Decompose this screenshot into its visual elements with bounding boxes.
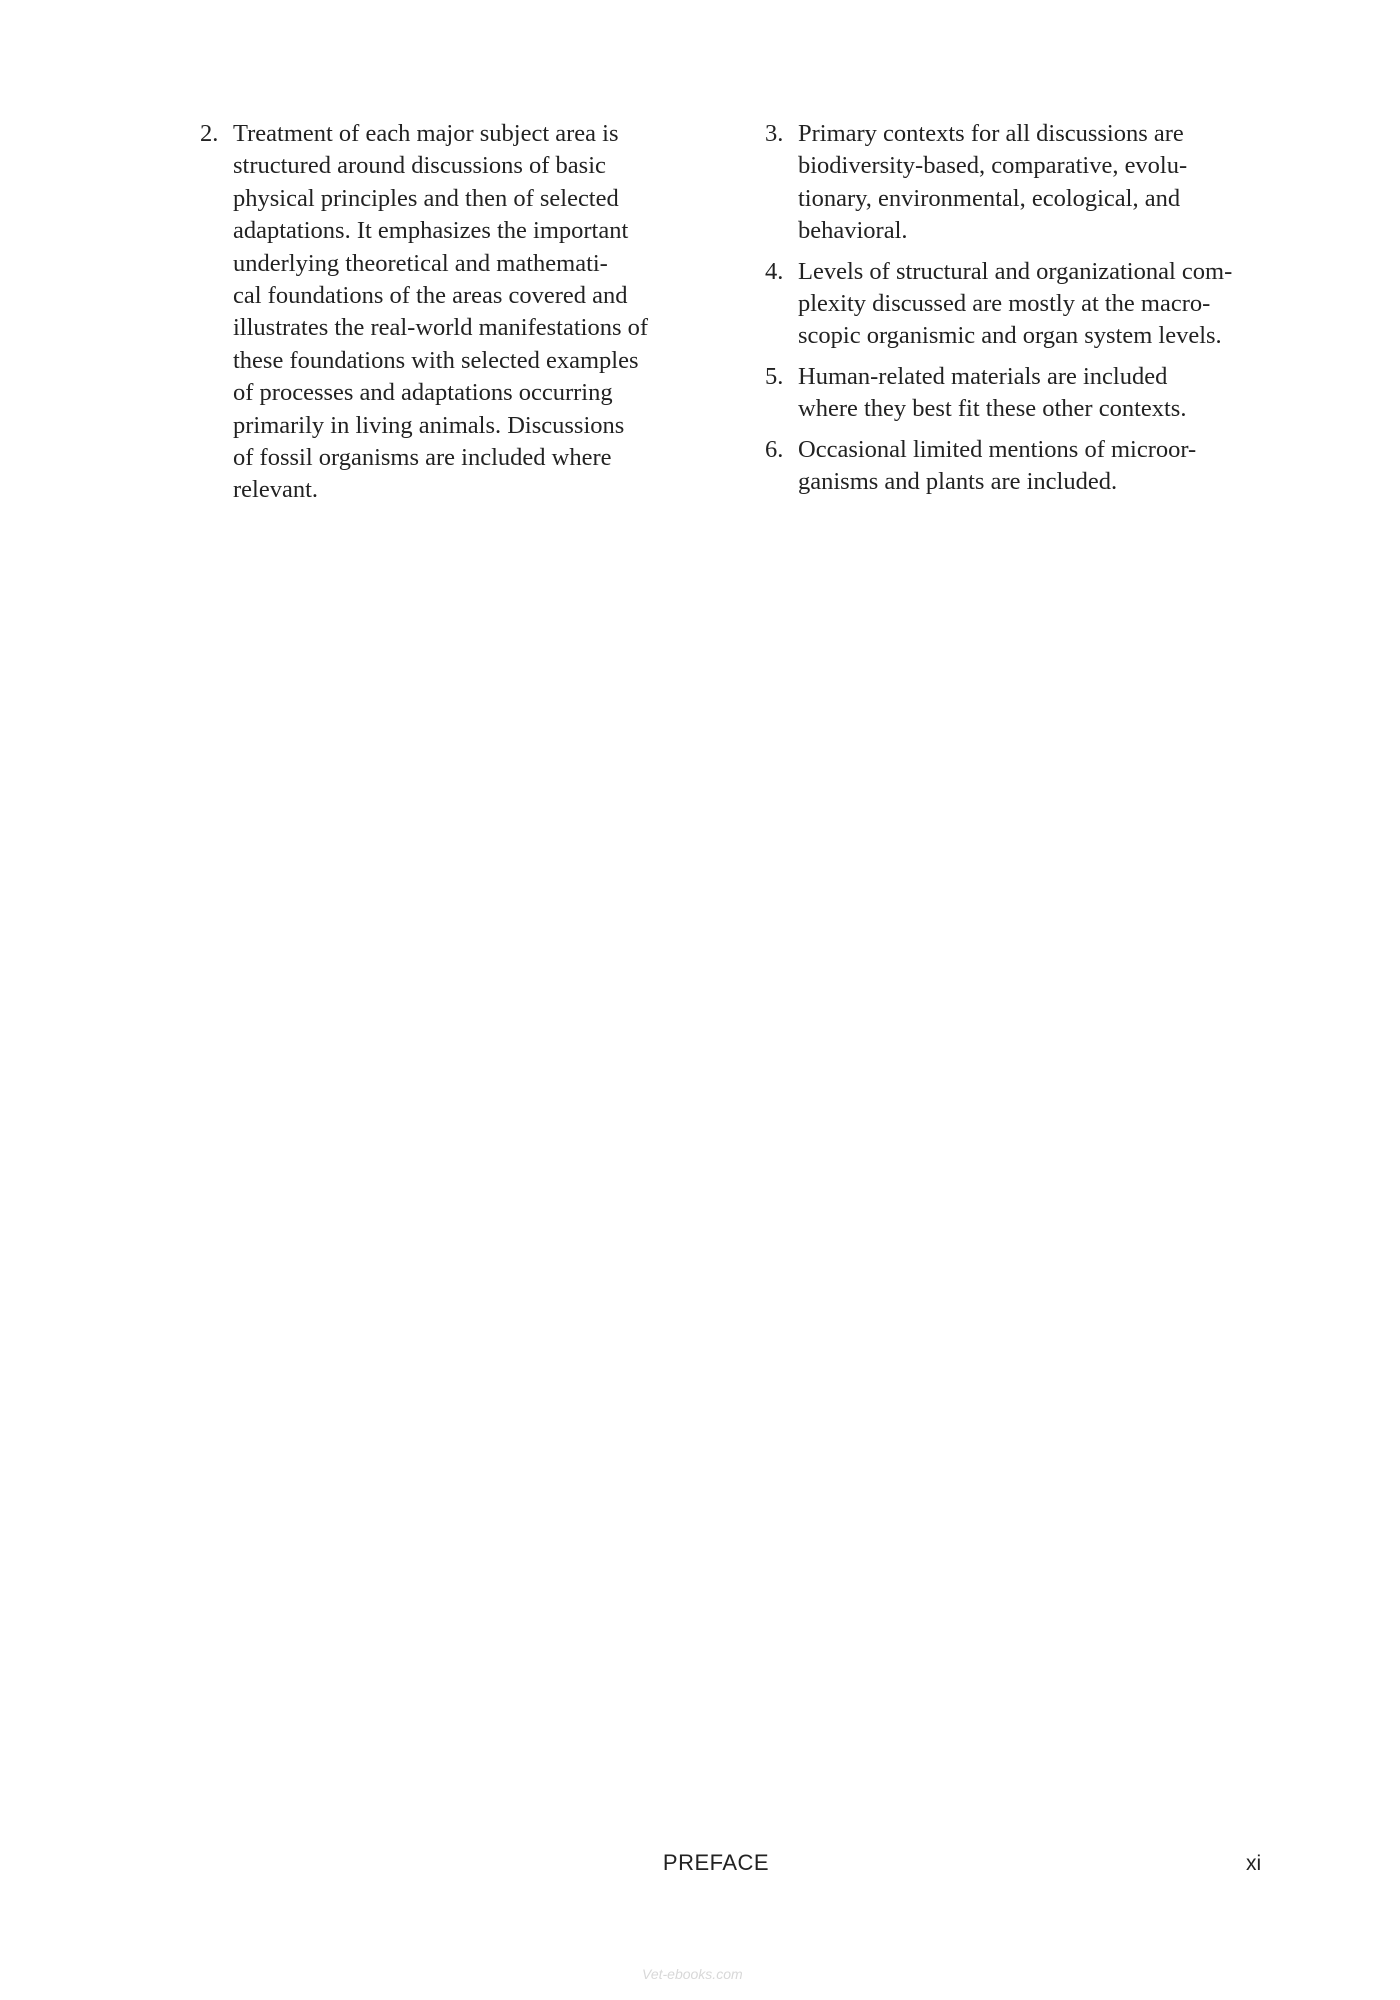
text-line: Human-related materials are included: [798, 362, 1168, 390]
list-item-number: 2.: [200, 120, 219, 147]
text-line: behavioral.: [798, 217, 908, 245]
text-line: where they best fit these other contexts.: [798, 395, 1187, 423]
list-item-number: 5.: [765, 362, 784, 390]
text-line: Treatment of each major subject area is: [233, 120, 619, 147]
list-item: [765, 118, 1285, 248]
list-item-text: [798, 118, 1187, 248]
text-line: Primary contexts for all discussions are: [798, 120, 1184, 147]
text-line: Levels of structural and organizational com-: [798, 257, 1233, 285]
watermark: Vet-ebooks.com: [642, 1966, 743, 1982]
text-line: illustrates the real-world manifestations of: [233, 314, 649, 342]
list-item-text: [798, 434, 1196, 499]
right-column: [765, 118, 1285, 506]
running-footer-section-label: PREFACE: [662, 1850, 770, 1875]
list-item-text: [233, 118, 648, 507]
list-item-text: [798, 256, 1232, 353]
text-line: scopic organismic and organ system levels.: [798, 322, 1222, 350]
text-line: of processes and adaptations occurring: [233, 379, 613, 407]
text-line: biodiversity-based, comparative, evolu-: [798, 152, 1188, 180]
list-item-number: 3.: [765, 120, 784, 147]
text-line: underlying theoretical and mathemati-: [233, 249, 608, 277]
list-item-text: [798, 361, 1186, 426]
list-item: [765, 434, 1285, 499]
text-line: adaptations. It emphasizes the important: [233, 217, 629, 245]
text-line: primarily in living animals. Discussions: [233, 411, 625, 439]
list-item-number: 4.: [765, 257, 784, 285]
list-item-number: 6.: [765, 435, 784, 463]
left-column: [200, 118, 700, 515]
list-item: [765, 361, 1285, 426]
text-line: these foundations with selected examples: [233, 346, 639, 374]
text-line: physical principles and then of selected: [233, 184, 619, 212]
text-line: structured around discussions of basic: [233, 152, 606, 180]
page-number: xi: [1246, 1852, 1262, 1875]
text-line: cal foundations of the areas covered and: [233, 282, 628, 310]
text-line: of fossil organisms are included where: [233, 444, 612, 472]
text-line: tionary, environmental, ecological, and: [798, 184, 1181, 212]
text-line: ganisms and plants are included.: [798, 468, 1118, 496]
text-line: relevant.: [233, 476, 319, 504]
text-line: Occasional limited mentions of microor-: [798, 435, 1197, 463]
text-line: plexity discussed are mostly at the macro-: [798, 290, 1211, 318]
list-item: [765, 256, 1285, 353]
list-item: [200, 118, 700, 507]
